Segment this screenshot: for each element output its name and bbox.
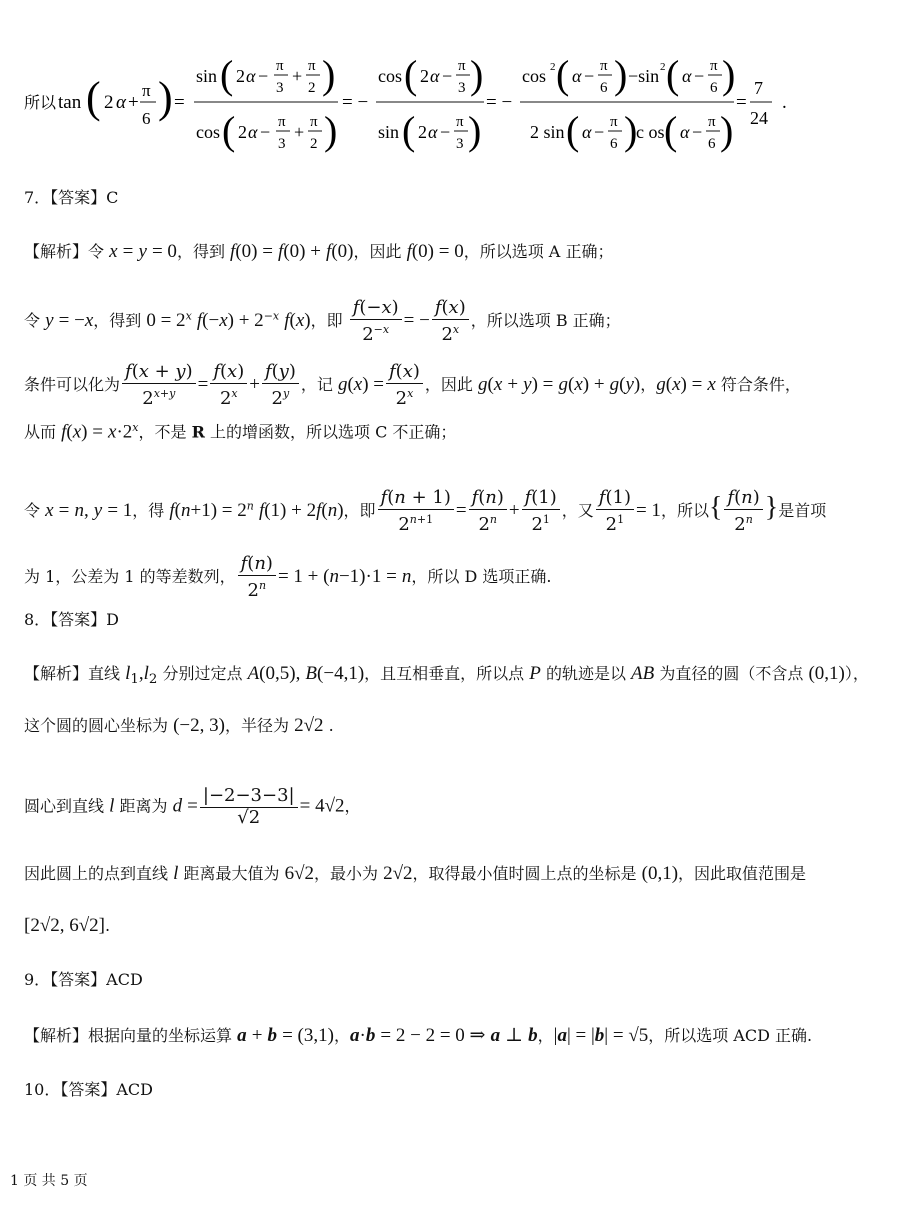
svg-text:π: π (278, 114, 286, 130)
svg-text:(: ( (222, 108, 236, 153)
svg-text:): ) (468, 108, 482, 153)
svg-text:c os: c os (636, 122, 665, 142)
svg-text:−: − (440, 122, 451, 142)
svg-text:−: − (258, 66, 269, 86)
svg-text:= −: = − (342, 92, 369, 113)
q9-heading: 9．【答案】ACD (24, 970, 143, 989)
svg-text:π: π (708, 114, 716, 130)
svg-text:α: α (680, 122, 690, 142)
svg-text:tan: tan (58, 92, 82, 113)
svg-text:sin: sin (196, 66, 218, 86)
q8-p5: [2√2, 6√2]. (24, 915, 111, 936)
svg-text:): ) (614, 52, 628, 97)
svg-text:2: 2 (308, 80, 316, 96)
svg-text:α: α (116, 92, 126, 113)
svg-text:−sin: −sin (628, 66, 660, 86)
svg-text:π: π (710, 58, 718, 74)
svg-text:α: α (682, 66, 692, 86)
svg-text:(: ( (664, 108, 678, 153)
svg-text:6: 6 (710, 80, 718, 96)
svg-text:): ) (722, 52, 736, 97)
svg-text:(: ( (566, 108, 580, 153)
svg-text:π: π (458, 58, 466, 74)
svg-text:−: − (694, 66, 705, 86)
svg-text:24: 24 (750, 108, 768, 128)
page-footer: 1 页 共 5 页 (10, 1173, 88, 1189)
svg-text:3: 3 (456, 136, 464, 152)
q7-p5: 令 x = n, y = 1，得 $f(n+1) = 2^n$ f(1) + 2f(n)，即 $\frac{f(n + 1)}{2^{n+1}}$ = $\frac{f(n)}{2^n}$ + $\frac{f(1)}{2^1}$ ，又 $\frac{f(1)}{2^1}$ = 1，所以{ $\frac{f(n)}{2^n}$ }是首项 (24, 487, 827, 535)
svg-text:3: 3 (278, 136, 286, 152)
svg-text:π: π (310, 114, 318, 130)
q7-p3: 条件可以化为 $\frac{f(x + y)}{2^{x+y}}$ = $\frac{f(x)}{2^x}$ + $\frac{f(y)}{2^y}$ ，记 g(x) = $\frac{f(x)}{2^x}$ ，因此 g(x + y) = g(x) + g(y)，g(x) = x 符合条件， (24, 361, 801, 409)
svg-text:cos: cos (522, 66, 546, 86)
svg-text:+: + (294, 122, 305, 142)
svg-text:−: − (260, 122, 271, 142)
svg-text:α: α (430, 66, 440, 86)
svg-text:=: = (174, 92, 185, 113)
formula-prefix: 所以 (24, 93, 57, 112)
svg-text:π: π (610, 114, 618, 130)
svg-text:): ) (322, 52, 336, 97)
svg-text:3: 3 (276, 80, 284, 96)
q7-p6: 为 1，公差为 1 的等差数列， $\frac{f(n)}{2^n}$ = 1 + (n−1)·1 = n，所以 D 选项正确. (24, 553, 552, 601)
svg-text:cos: cos (378, 66, 402, 86)
q8-p2: 这个圆的圆心坐标为 (−2, 3)，半径为 2√2 . (24, 715, 334, 736)
q7-heading: 7．【答案】C (24, 188, 119, 207)
svg-text:6: 6 (600, 80, 608, 96)
svg-text:cos: cos (196, 122, 220, 142)
svg-text:π: π (456, 114, 464, 130)
q7-p4: 从而 $f(x) = x\cdot 2^x$，不是 R 上的增函数，所以选项 C 不正确； (24, 421, 457, 443)
q8-p3: 圆心到直线 l 距离为 d = $\frac{|-2-3-3|}{√2}$ = 4√2， (24, 785, 361, 828)
svg-text:(: ( (402, 108, 416, 153)
svg-text:3: 3 (458, 80, 466, 96)
svg-text:2 sin: 2 sin (530, 122, 565, 142)
svg-text:−: − (584, 66, 595, 86)
q9-p1: 【解析】根据向量的坐标运算 a + b = (3,1)，a·b = 2 − 2 = 0 ⇒ a ⊥ b，|a| = |b| = √5，所以选项 ACD 正确. (24, 1025, 813, 1046)
svg-text:): ) (324, 108, 338, 153)
svg-text:= −: = − (486, 92, 513, 113)
svg-text:−: − (442, 66, 453, 86)
svg-text:7: 7 (754, 78, 763, 98)
svg-text:+: + (128, 92, 139, 113)
svg-text:2: 2 (236, 66, 245, 86)
svg-text:π: π (308, 58, 316, 74)
svg-text:.: . (782, 92, 787, 113)
svg-text:): ) (158, 73, 173, 122)
svg-text:sin: sin (378, 122, 400, 142)
q8-p1: 【解析】直线 $l_1,l_2$ 分别过定点 A(0,5), B(−4,1)，且互相垂直，所以点 P 的轨迹是以 AB 为直径的圆（不含点 (0,1)）， (24, 663, 869, 688)
svg-text:): ) (470, 52, 484, 97)
svg-text:6: 6 (610, 136, 618, 152)
svg-text:): ) (624, 108, 638, 153)
svg-text:(: ( (666, 52, 680, 97)
svg-text:): ) (720, 108, 734, 153)
svg-text:(: ( (556, 52, 570, 97)
svg-text:2: 2 (420, 66, 429, 86)
svg-text:π: π (600, 58, 608, 74)
svg-text:π: π (276, 58, 284, 74)
svg-text:α: α (248, 122, 258, 142)
svg-text:6: 6 (708, 136, 716, 152)
svg-text:α: α (582, 122, 592, 142)
q7-p1: 【解析】令 x = y = 0，得到 f(0) = f(0) + f(0)，因此 f(0) = 0，所以选项 A 正确； (24, 241, 614, 262)
svg-text:2: 2 (310, 136, 318, 152)
svg-text:6: 6 (142, 109, 151, 128)
formula-svg (24, 44, 884, 160)
svg-text:(: ( (86, 73, 101, 122)
svg-text:(: ( (220, 52, 234, 97)
svg-text:2: 2 (238, 122, 247, 142)
svg-text:+: + (292, 66, 303, 86)
q8-p4: 因此圆上的点到直线 l 距离最大值为 6√2，最小为 2√2，取得最小值时圆上点的坐标是 (0,1)，因此取值范围是 (24, 863, 807, 884)
q7-p2: 令 y = −x，得到 $0 = 2^x$ $f(-x) + 2^{-x}$ f(x)，即 $\frac{f(-x)}{2^{-x}}$ = − $\frac{f(x)}{2^x}$ ，所以选项 B 正确； (24, 297, 621, 345)
svg-text:−: − (692, 122, 703, 142)
svg-text:(: ( (404, 52, 418, 97)
top-formula (24, 44, 884, 160)
q8-heading: 8．【答案】D (24, 610, 120, 629)
svg-text:α: α (572, 66, 582, 86)
svg-text:α: α (246, 66, 256, 86)
svg-text:2: 2 (550, 61, 556, 73)
svg-text:2: 2 (418, 122, 427, 142)
svg-text:2: 2 (104, 92, 114, 113)
svg-text:=: = (736, 92, 747, 113)
svg-text:−: − (594, 122, 605, 142)
svg-text:2: 2 (660, 61, 666, 73)
svg-text:α: α (428, 122, 438, 142)
q10-heading: 10．【答案】ACD (24, 1080, 153, 1099)
svg-text:π: π (142, 81, 151, 100)
